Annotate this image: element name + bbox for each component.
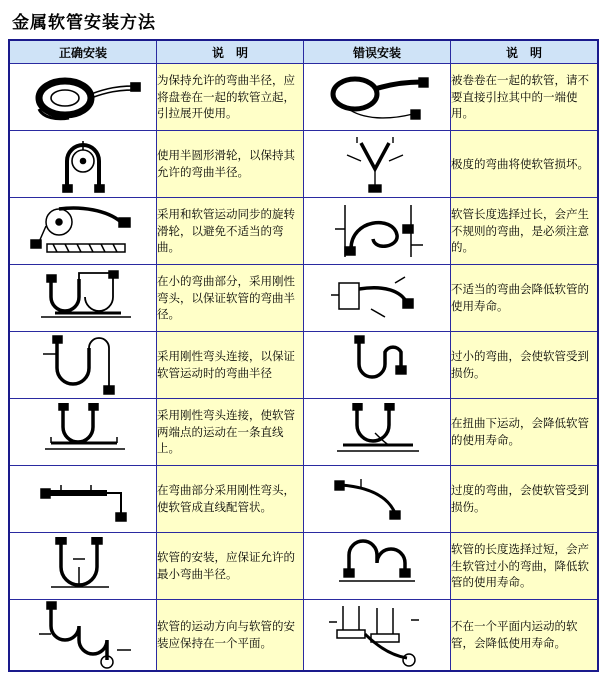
- wrong-install-figure-cell: [304, 64, 451, 131]
- correct-install-note: 为保持允许的弯曲半径，应将盘卷在一起的软管立起，引拉展开使用。: [157, 64, 304, 131]
- too-long-hose-figure: [315, 537, 440, 595]
- column-header-wrong-install: 错误安装: [304, 40, 451, 64]
- table-body: [9, 64, 598, 672]
- table-row: [9, 533, 598, 600]
- wrong-install-figure-cell: [304, 533, 451, 600]
- table-row: [9, 198, 598, 265]
- correct-install-note: 使用半圆形滑轮，以保持其允许的弯曲半径。: [157, 131, 304, 198]
- table-header-row: [9, 40, 598, 64]
- correct-install-note: 在小的弯曲部分，采用刚性弯头，以保证软管的弯曲半径。: [157, 265, 304, 332]
- correct-install-figure-cell: [9, 533, 157, 600]
- correct-install-figure-cell: [9, 600, 157, 672]
- excess-length-irregular-bend-figure: [315, 199, 440, 263]
- wrong-install-note: 软管的长度选择过短，会产生软管过小的弯曲，降低软管的使用寿命。: [451, 533, 599, 600]
- wrong-install-note: 不适当的弯曲会降低软管的使用寿命。: [451, 265, 599, 332]
- wrong-install-figure-cell: [304, 265, 451, 332]
- correct-install-note: 采用刚性弯头连接，以保证软管运动时的弯曲半径: [157, 332, 304, 399]
- correct-install-figure-cell: [9, 265, 157, 332]
- table-row: [9, 466, 598, 533]
- table-row: [9, 332, 598, 399]
- installation-methods-table: [8, 39, 599, 672]
- straight-line-motion-figure: [21, 403, 146, 461]
- coiled-hose-roll-figure: [23, 68, 143, 126]
- table-row: [9, 131, 598, 198]
- correct-install-note: 软管的安装，应保证允许的最小弯曲半径。: [157, 533, 304, 600]
- wrong-install-note: 在扭曲下运动，会降低软管的使用寿命。: [451, 399, 599, 466]
- wrong-install-figure-cell: [304, 399, 451, 466]
- correct-install-figure-cell: [9, 332, 157, 399]
- wrong-install-figure-cell: [304, 198, 451, 265]
- table-header: [9, 40, 598, 64]
- table-row: [9, 265, 598, 332]
- correct-install-figure-cell: [9, 466, 157, 533]
- correct-install-figure-cell: [9, 131, 157, 198]
- wrong-install-note: 被卷卷在一起的软管，请不要直接引拉其中的一端使用。: [451, 64, 599, 131]
- wrong-install-note: 过小的弯曲，会使软管受到损伤。: [451, 332, 599, 399]
- table-row: [9, 64, 598, 131]
- correct-install-note: 采用刚性弯头连接，使软管两端点的运动在一条直线上。: [157, 399, 304, 466]
- min-bend-radius-install-figure: [21, 537, 146, 595]
- correct-install-figure-cell: [9, 64, 157, 131]
- wrong-install-note: 极度的弯曲将使软管损坏。: [451, 131, 599, 198]
- correct-install-figure-cell: [9, 399, 157, 466]
- column-header-wrong-note: 说 明: [451, 40, 599, 64]
- wrong-install-figure-cell: [304, 332, 451, 399]
- column-header-correct-note: 说 明: [157, 40, 304, 64]
- same-plane-motion-figure: [21, 600, 146, 670]
- table-row: [9, 600, 598, 672]
- coiled-hose-pulled-figure: [317, 68, 437, 126]
- improper-bend-figure: [315, 269, 440, 327]
- correct-install-note: 软管的运动方向与软管的安装应保持在一个平面。: [157, 600, 304, 672]
- column-header-correct-install: 正确安装: [9, 40, 157, 64]
- correct-install-figure-cell: [9, 198, 157, 265]
- correct-install-note: 在弯曲部分采用刚性弯头，使软管成直线配管状。: [157, 466, 304, 533]
- sharp-v-bend-figure: [317, 135, 437, 193]
- wrong-install-figure-cell: [304, 466, 451, 533]
- wrong-install-note: 过度的弯曲，会使软管受到损伤。: [451, 466, 599, 533]
- rigid-elbow-straight-piping-figure: [21, 473, 146, 525]
- correct-install-note: 采用和软管运动同步的旋转滑轮，以避免不适当的弯曲。: [157, 198, 304, 265]
- wrong-install-note: 不在一个平面内运动的软管，会降低使用寿命。: [451, 600, 599, 672]
- wrong-install-note: 软管长度选择过长，会产生不规则的弯曲，是必须注意的。: [451, 198, 599, 265]
- too-small-bend-figure: [315, 334, 440, 396]
- wrong-install-figure-cell: [304, 131, 451, 198]
- table-row: [9, 399, 598, 466]
- page-title: 金属软管安装方法: [12, 13, 156, 33]
- rigid-elbow-connection-figure: [21, 334, 146, 396]
- synchronized-rotating-sheave-figure: [21, 202, 146, 260]
- out-of-plane-motion-figure: [315, 600, 440, 670]
- semicircular-sheave-figure: [23, 135, 143, 193]
- torsion-motion-figure: [315, 403, 440, 461]
- wrong-install-figure-cell: [304, 600, 451, 672]
- rigid-bend-small-radius-figure: [21, 269, 146, 327]
- excessive-bend-figure: [315, 473, 440, 525]
